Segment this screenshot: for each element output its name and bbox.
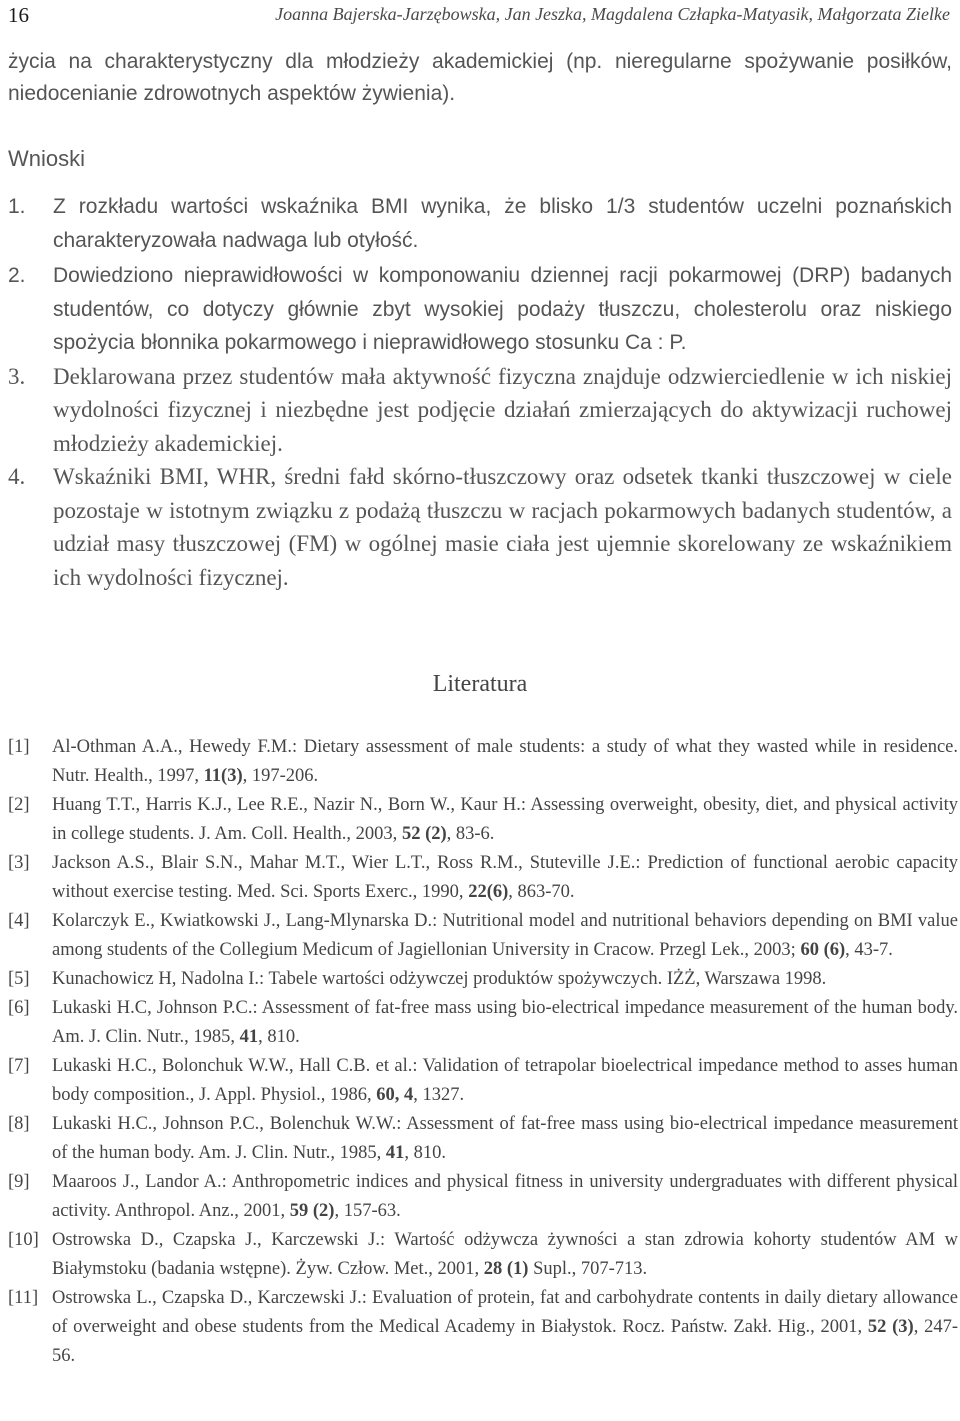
conclusion-item — [8, 190, 952, 257]
reference-pages: , 43-7. — [845, 940, 893, 960]
conclusion-number: 3. — [8, 363, 26, 389]
reference-text — [52, 994, 958, 1052]
reference-text — [52, 849, 958, 907]
conclusion-item — [8, 360, 952, 461]
conclusion-number: 1. — [8, 195, 26, 218]
reference-volume: 41 — [239, 1027, 259, 1047]
reference-volume: 11(3) — [203, 766, 243, 786]
reference-text — [52, 1284, 958, 1371]
reference-volume: 22(6) — [468, 882, 509, 902]
reference-text — [52, 1226, 958, 1284]
reference-number: [2] — [8, 795, 30, 815]
reference-pages: , 863-70. — [508, 882, 575, 902]
reference-pages: , 247-56. — [52, 1317, 958, 1366]
reference-citation: Huang T.T., Harris K.J., Lee R.E., Nazir N., Born W., Kaur H.: Assessing overweight, obesity, diet, and physical activity in college students. J. Am. Coll. Health., 2003, — [52, 795, 958, 844]
conclusion-number: 4. — [8, 464, 26, 489]
reference-number: [7] — [8, 1056, 30, 1076]
reference-item — [8, 1052, 958, 1110]
reference-number: [11] — [8, 1288, 39, 1308]
reference-item — [8, 994, 958, 1052]
reference-pages: , 810. — [258, 1027, 300, 1047]
reference-citation: Kolarczyk E., Kwiatkowski J., Lang-Mlynarska D.: Nutritional model and nutritional behaviors depending on BMI value among students of the Collegium Medicum of Jagiellonian University in Cracow. Przegl Lek., 2003; — [52, 911, 958, 960]
reference-item — [8, 733, 958, 791]
reference-item — [8, 965, 958, 994]
page-header — [8, 0, 952, 30]
reference-number: [3] — [8, 853, 30, 873]
reference-volume: 41 — [385, 1143, 405, 1163]
reference-pages: , 810. — [404, 1143, 446, 1163]
reference-citation: Al-Othman A.A., Hewedy F.M.: Dietary assessment of male students: a study of what they wasted while in residence. Nutr. Health., 1997, — [52, 737, 958, 786]
reference-volume: 28 (1) — [483, 1259, 529, 1279]
reference-citation: Kunachowicz H, Nadolna I.: Tabele wartości odżywczej produktów spożywczych. IŻŻ, Warszawa 1998. — [52, 969, 827, 989]
reference-citation: Ostrowska L., Czapska D., Karczewski J.: Evaluation of protein, fat and carbohydrate contents in daily dietary allowance of overweight and obese students from the Medical Academy in Białystok. Rocz. Państw. Zakł. Hig., 2001, — [52, 1288, 958, 1337]
conclusions-heading: Wnioski — [8, 146, 86, 171]
reference-item — [8, 1168, 958, 1226]
conclusion-text: Wskaźniki BMI, WHR, średni fałd skórno-tłuszczowy oraz odsetek tkanki tłuszczowej w ciele pozostaje w istotnym związku z podażą tłuszczu w racjach pokarmowych badanych studentów, a udział masy tłuszczowej (FM) w ogólnej masie ciała jest ujemnie skorelowany ze wskaźnikiem ich wydolności fizycznej. — [53, 464, 952, 590]
reference-text — [52, 1110, 958, 1168]
reference-pages: , 157-63. — [334, 1201, 401, 1221]
reference-number: [9] — [8, 1172, 30, 1192]
reference-item — [8, 791, 958, 849]
reference-item — [8, 1226, 958, 1284]
reference-number: [8] — [8, 1114, 30, 1134]
reference-text — [52, 1052, 958, 1110]
reference-citation: Jackson A.S., Blair S.N., Mahar M.T., Wier L.T., Ross R.M., Stuteville J.E.: Prediction of functional aerobic capacity without exercise testing. Med. Sci. Sports Exerc., 1990, — [52, 853, 958, 902]
reference-pages: , 197-206. — [242, 766, 319, 786]
reference-volume: 59 (2) — [289, 1201, 335, 1221]
reference-pages: , 1327. — [413, 1085, 465, 1105]
reference-citation: Ostrowska D., Czapska J., Karczewski J.: Wartość odżywcza żywności a stan zdrowia kohorty studentów AM w Białymstoku (badania wstępne). Żyw. Człow. Met., 2001, — [52, 1230, 958, 1279]
reference-citation: Lukaski H.C., Johnson P.C., Bolenchuk W.W.: Assessment of fat-free mass using bio-electrical impedance measurement of the human body. Am. J. Clin. Nutr., 1985, — [52, 1114, 958, 1163]
literature-heading: Literatura — [432, 671, 528, 697]
reference-text — [52, 733, 958, 791]
reference-item — [8, 1284, 958, 1371]
reference-number: [10] — [8, 1230, 39, 1250]
conclusion-text: Z rozkładu wartości wskaźnika BMI wynika, że blisko 1/3 studentów uczelni poznańskich charakteryzowała nadwaga lub otyłość. — [53, 195, 952, 252]
reference-volume: 60, 4 — [376, 1085, 414, 1105]
reference-item — [8, 1110, 958, 1168]
reference-citation: Maaroos J., Landor A.: Anthropometric indices and physical fitness in university undergraduates with different physical activity. Anthropol. Anz., 2001, — [52, 1172, 958, 1221]
reference-list — [8, 733, 958, 1371]
reference-volume: 60 (6) — [800, 940, 846, 960]
reference-text — [52, 907, 958, 965]
conclusion-item — [8, 259, 952, 360]
reference-text — [52, 791, 958, 849]
reference-item — [8, 907, 958, 965]
conclusion-text: Dowiedziono nieprawidłowości w komponowaniu dziennej racji pokarmowej (DRP) badanych studentów, co dotyczy głównie zbyt wysokiej podaży tłuszczu, cholesterolu oraz niskiego spożycia błonnika pokarmowego i nieprawidłowego stosunku Ca : P. — [53, 264, 952, 354]
reference-number: [5] — [8, 969, 30, 989]
reference-text — [52, 1168, 958, 1226]
reference-citation: Lukaski H.C, Johnson P.C.: Assessment of fat-free mass using bio-electrical impedance measurement of the human body. Am. J. Clin. Nutr., 1985, — [52, 998, 958, 1047]
reference-text — [52, 965, 958, 994]
reference-number: [1] — [8, 737, 30, 757]
reference-citation: Lukaski H.C., Bolonchuk W.W., Hall C.B. et al.: Validation of tetrapolar bioelectrical impedance method to asses human body composition., J. Appl. Physiol., 1986, — [52, 1056, 958, 1105]
reference-pages: , 83-6. — [446, 824, 495, 844]
conclusions-list — [8, 190, 952, 594]
conclusion-item — [8, 460, 952, 594]
conclusion-number: 2. — [8, 264, 26, 287]
reference-pages: Supl., 707-713. — [528, 1259, 648, 1279]
reference-number: [6] — [8, 998, 30, 1018]
reference-volume: 52 (3) — [867, 1317, 914, 1337]
reference-item — [8, 849, 958, 907]
reference-volume: 52 (2) — [401, 824, 447, 844]
running-head-authors: Joanna Bajerska-Jarzębowska, Jan Jeszka, Magdalena Człapka-Matyasik, Małgorzata Zielke — [275, 4, 950, 24]
reference-number: [4] — [8, 911, 30, 931]
conclusion-text: Deklarowana przez studentów mała aktywność fizyczna znajduje odzwierciedlenie w ich niskiej wydolności fizycznej i niezbędne jest podjęcie działań zmierzających do aktywizacji ruchowej młodzieży akademickiej. — [53, 363, 952, 456]
page-number: 16 — [8, 2, 29, 27]
intro-paragraph: życia na charakterystyczny dla młodzieży akademickiej (np. nieregularne spożywanie posiłków, niedocenianie zdrowotnych aspektów żywienia). — [8, 50, 952, 105]
